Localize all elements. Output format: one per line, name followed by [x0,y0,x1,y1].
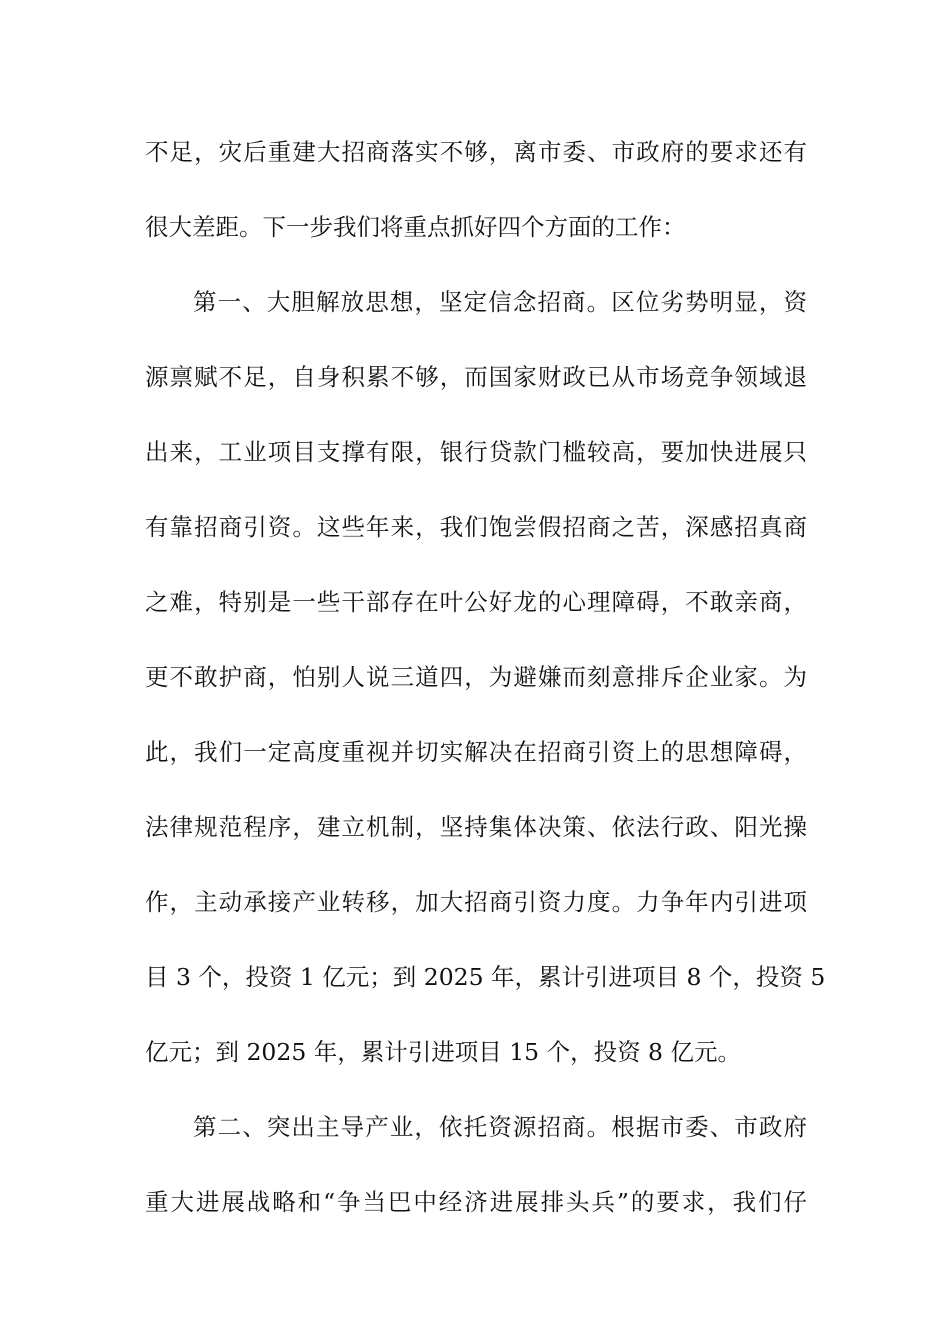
paragraph-first-line: 第一、大胆解放思想，坚定信念招商。区位劣势明显，资 [193,288,807,316]
paragraph-first-line: 第二、突出主导产业，依托资源招商。根据市委、市政府 [193,1113,807,1141]
text-line: 很大差距。下一步我们将重点抓好四个方面的工作： [145,213,686,241]
text-line: 之难，特别是一些干部存在叶公好龙的心理障碍，不敢亲商， [145,588,807,616]
text-line: 目 3 个，投资 1 亿元；到 2025 年，累计引进项目 8 个，投资 5 [145,963,826,991]
text-line: 有靠招商引资。这些年来，我们饱尝假招商之苦，深感招真商 [145,513,807,541]
text-line: 亿元；到 2025 年，累计引进项目 15 个，投资 8 亿元。 [145,1038,741,1066]
text-line: 此，我们一定高度重视并切实解决在招商引资上的思想障碍， [145,738,807,766]
text-line: 重大进展战略和“争当巴中经济进展排头兵”的要求，我们仔 [145,1188,807,1216]
text-line: 法律规范程序，建立机制，坚持集体决策、依法行政、阳光操 [145,813,807,841]
text-line: 不足，灾后重建大招商落实不够，离市委、市政府的要求还有 [145,138,807,166]
text-line: 源禀赋不足，自身积累不够，而国家财政已从市场竞争领域退 [145,363,807,391]
text-line: 更不敢护商，怕别人说三道四，为避嫌而刻意排斥企业家。为 [145,663,807,691]
text-line: 出来，工业项目支撑有限，银行贷款门槛较高，要加快进展只 [145,438,807,466]
text-line: 作，主动承接产业转移，加大招商引资力度。力争年内引进项 [145,888,807,916]
